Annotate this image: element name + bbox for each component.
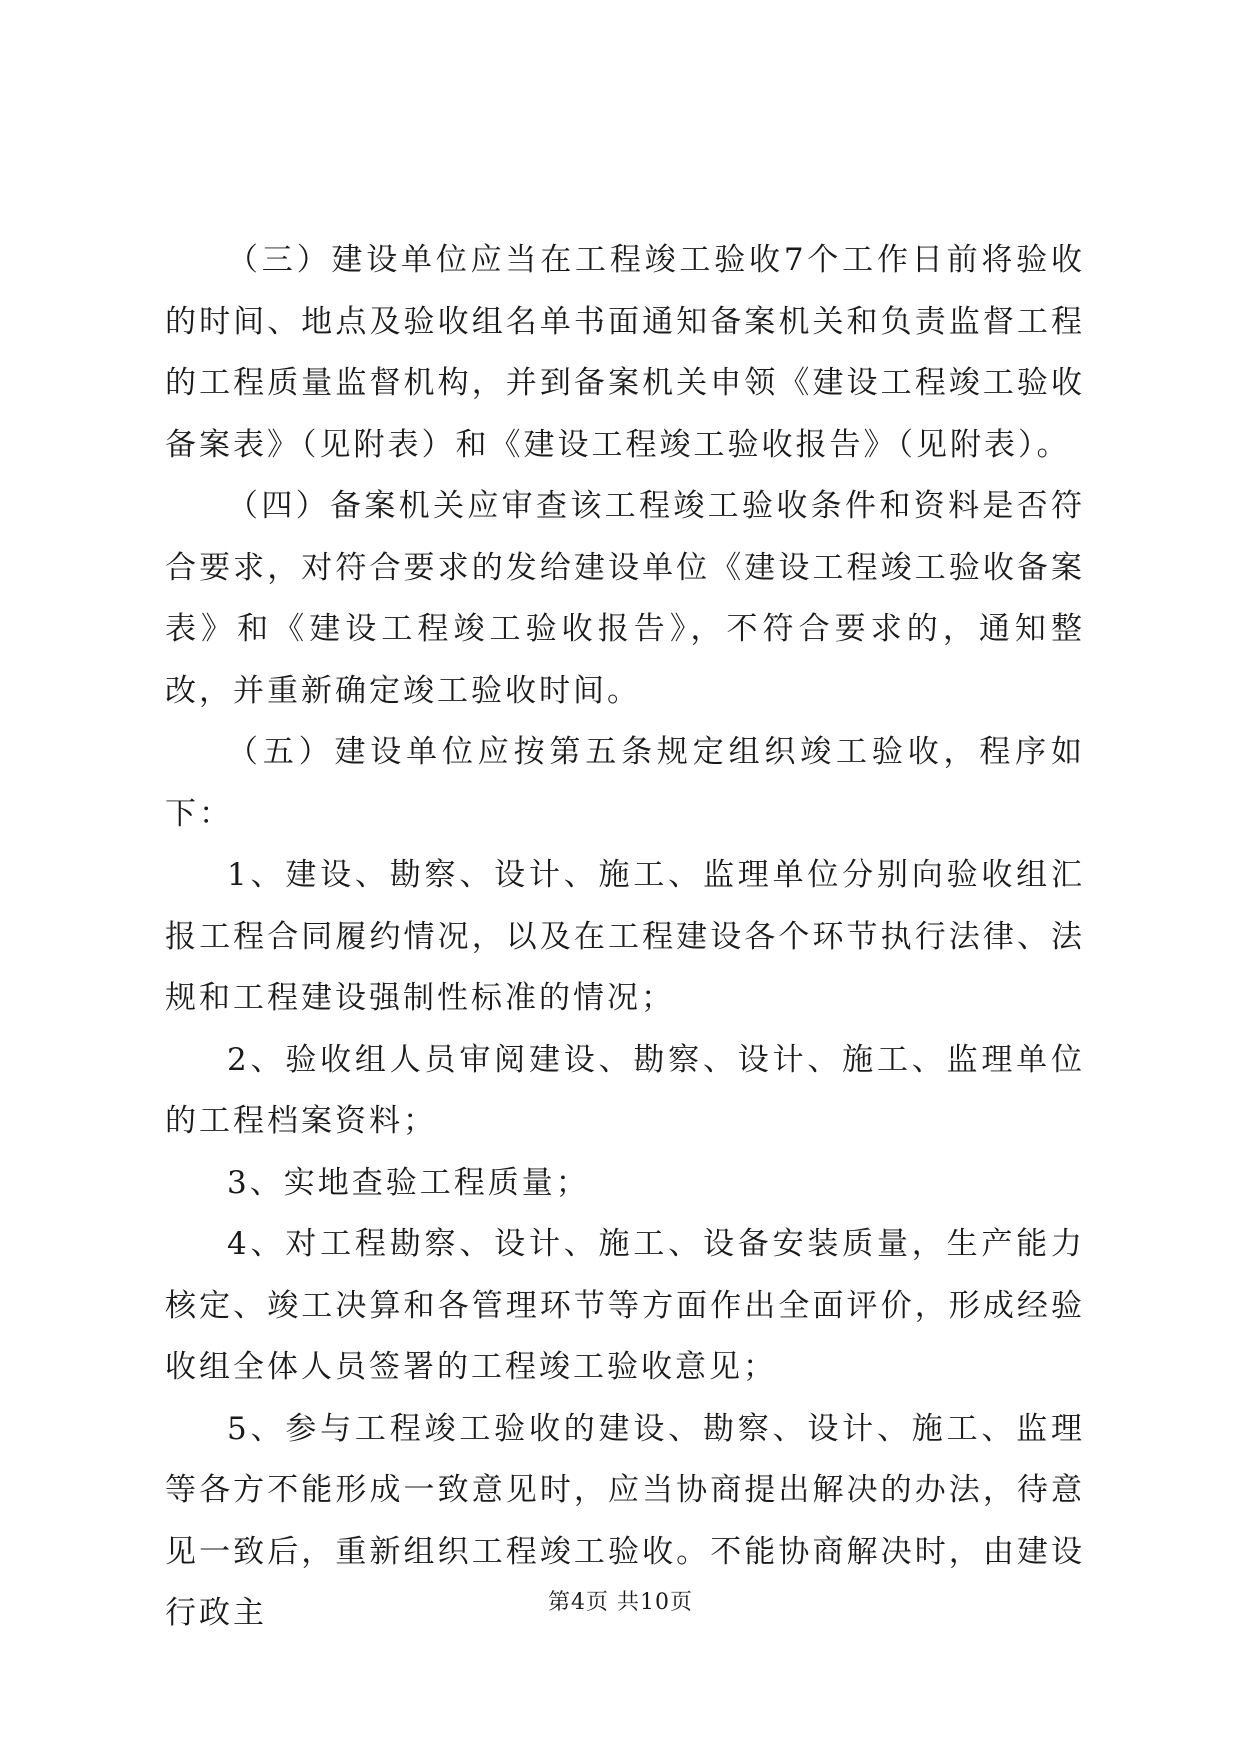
paragraph-3: （三）建设单位应当在工程竣工验收7个工作日前将验收的时间、地点及验收组名单书面通知备案机关和负责监督工程的工程质量监督机构，并到备案机关申领《建设工程竣工验收备案表》（见附表）和《建设工程竣工验收报告》（见附表）。 xyxy=(165,242,1085,463)
paragraph-4: （四）备案机关应审查该工程竣工验收条件和资料是否符合要求，对符合要求的发给建设单位《建设工程竣工验收备案表》和《建设工程竣工验收报告》，不符合要求的，通知整改，并重新确定竣工验收时间。 xyxy=(165,488,1085,709)
list-item-4: 4、对工程勘察、设计、施工、设备安装质量，生产能力核定、竣工决算和各管理环节等方面作出全面评价，形成经验收组全体人员签署的工程竣工验收意见； xyxy=(165,1226,1085,1385)
document-body xyxy=(165,230,1085,1645)
list-item-1: 1、建设、勘察、设计、施工、监理单位分别向验收组汇报工程合同履约情况，以及在工程建设各个环节执行法律、法规和工程建设强制性标准的情况； xyxy=(165,857,1085,1016)
paragraph-5: （五）建设单位应按第五条规定组织竣工验收，程序如下： xyxy=(165,734,1085,832)
list-item-2: 2、验收组人员审阅建设、勘察、设计、施工、监理单位的工程档案资料； xyxy=(165,1041,1085,1139)
list-item-3: 3、实地查验工程质量； xyxy=(227,1164,590,1201)
list-item-5: 5、参与工程竣工验收的建设、勘察、设计、施工、监理等各方不能形成一致意见时，应当协商提出解决的办法，待意见一致后，重新组织工程竣工验收。不能协商解决时，由建设行政主 xyxy=(165,1410,1085,1631)
page-footer: 第4页 共10页 xyxy=(548,1590,693,1615)
